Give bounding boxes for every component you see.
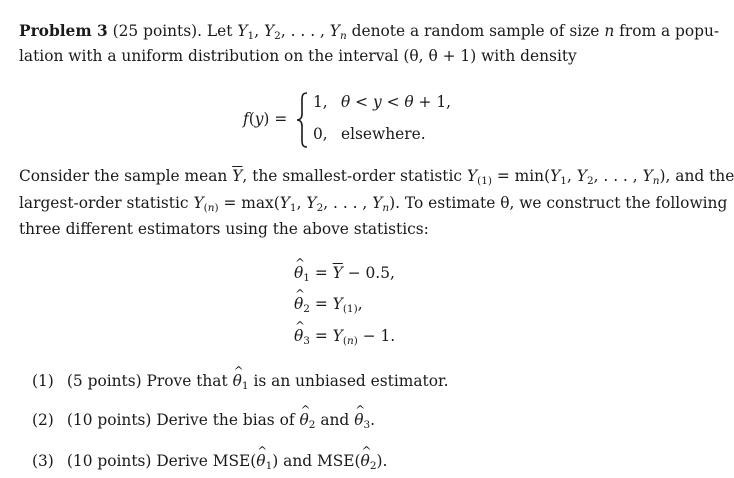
estimator-3: ^ $\theta_3 = Y_{(n)} - 1$. (294, 329, 395, 344)
left-brace (296, 92, 308, 148)
problem-line-1: Problem 3 (25 points). Let $Y_1$, $Y_2$, . . . , $Y_n$ denote a random sample of size n from a popu- (19, 22, 720, 42)
estimator-2: ^ $\theta_2 = Y_{(1)}$, (294, 297, 363, 312)
question-text: ) and MSE( (272, 452, 361, 470)
paragraph-line-3: three different estimators using the above statistics: (19, 220, 429, 238)
paragraph-line-2: largest-order statistic $Y_{(n)} = \max(Y_1$, $Y_2$, . . . , $Y_n$). To estimate θ, we construct the following (19, 194, 728, 214)
problem-intro: denote a random sample of size (351, 22, 600, 40)
problem-points: (25 points). (112, 22, 203, 40)
question-text: (10 points) Derive MSE( (66, 452, 257, 470)
question-text: (5 points) Prove that (66, 372, 228, 390)
question-number: (1) (32, 372, 54, 390)
paragraph-text: , the smallest-order statistic (242, 167, 463, 185)
question-text: is an unbiased estimator. (253, 372, 449, 390)
question-text: . (370, 411, 376, 429)
question-text: ). (376, 452, 388, 470)
problem-heading: Problem 3 (19, 22, 108, 40)
question-text: and (320, 411, 350, 429)
question-number: (3) (32, 452, 54, 470)
paragraph-text: Consider the sample mean (19, 167, 228, 185)
problem-line-2: lation with a uniform distribution on the interval (θ, θ + 1) with density (19, 47, 577, 65)
paragraph-text: ), and the (659, 167, 734, 185)
question-2: (2) (10 points) Derive the bias of ^ $\theta_2$ and ^ $\theta_3$. (32, 413, 375, 428)
density-case2-cond: elsewhere. (341, 125, 426, 143)
paragraph-text: ). To estimate θ, we construct the following (389, 194, 728, 212)
problem-intro-end: from a popu- (619, 22, 720, 40)
estimator-1: ^ $\theta_1 = \overline{Y} - 0.5$, (294, 266, 395, 281)
paragraph-line-1: Consider the sample mean $\overline{Y}$, the smallest-order statistic $Y_{(1)} = \min(Y_1$, $Y_2$, . . . , $Y_n$), and the (19, 167, 734, 187)
question-text: (10 points) Derive the bias of (66, 411, 295, 429)
density-case1-cond: θ < y < θ + 1, (341, 93, 452, 111)
density-case1-value: 1, (313, 93, 328, 111)
paragraph-text: largest-order statistic (19, 194, 189, 212)
question-3: (3) (10 points) Derive MSE(^ $\theta_1$) and MSE(^ $\theta_2$). (32, 454, 387, 469)
question-1: (1) (5 points) Prove that ^ $\theta_1$ is an unbiased estimator. (32, 374, 449, 389)
question-number: (2) (32, 411, 54, 429)
density-case2-value: 0, (313, 125, 328, 143)
density-lhs: f(y) = (243, 110, 288, 128)
